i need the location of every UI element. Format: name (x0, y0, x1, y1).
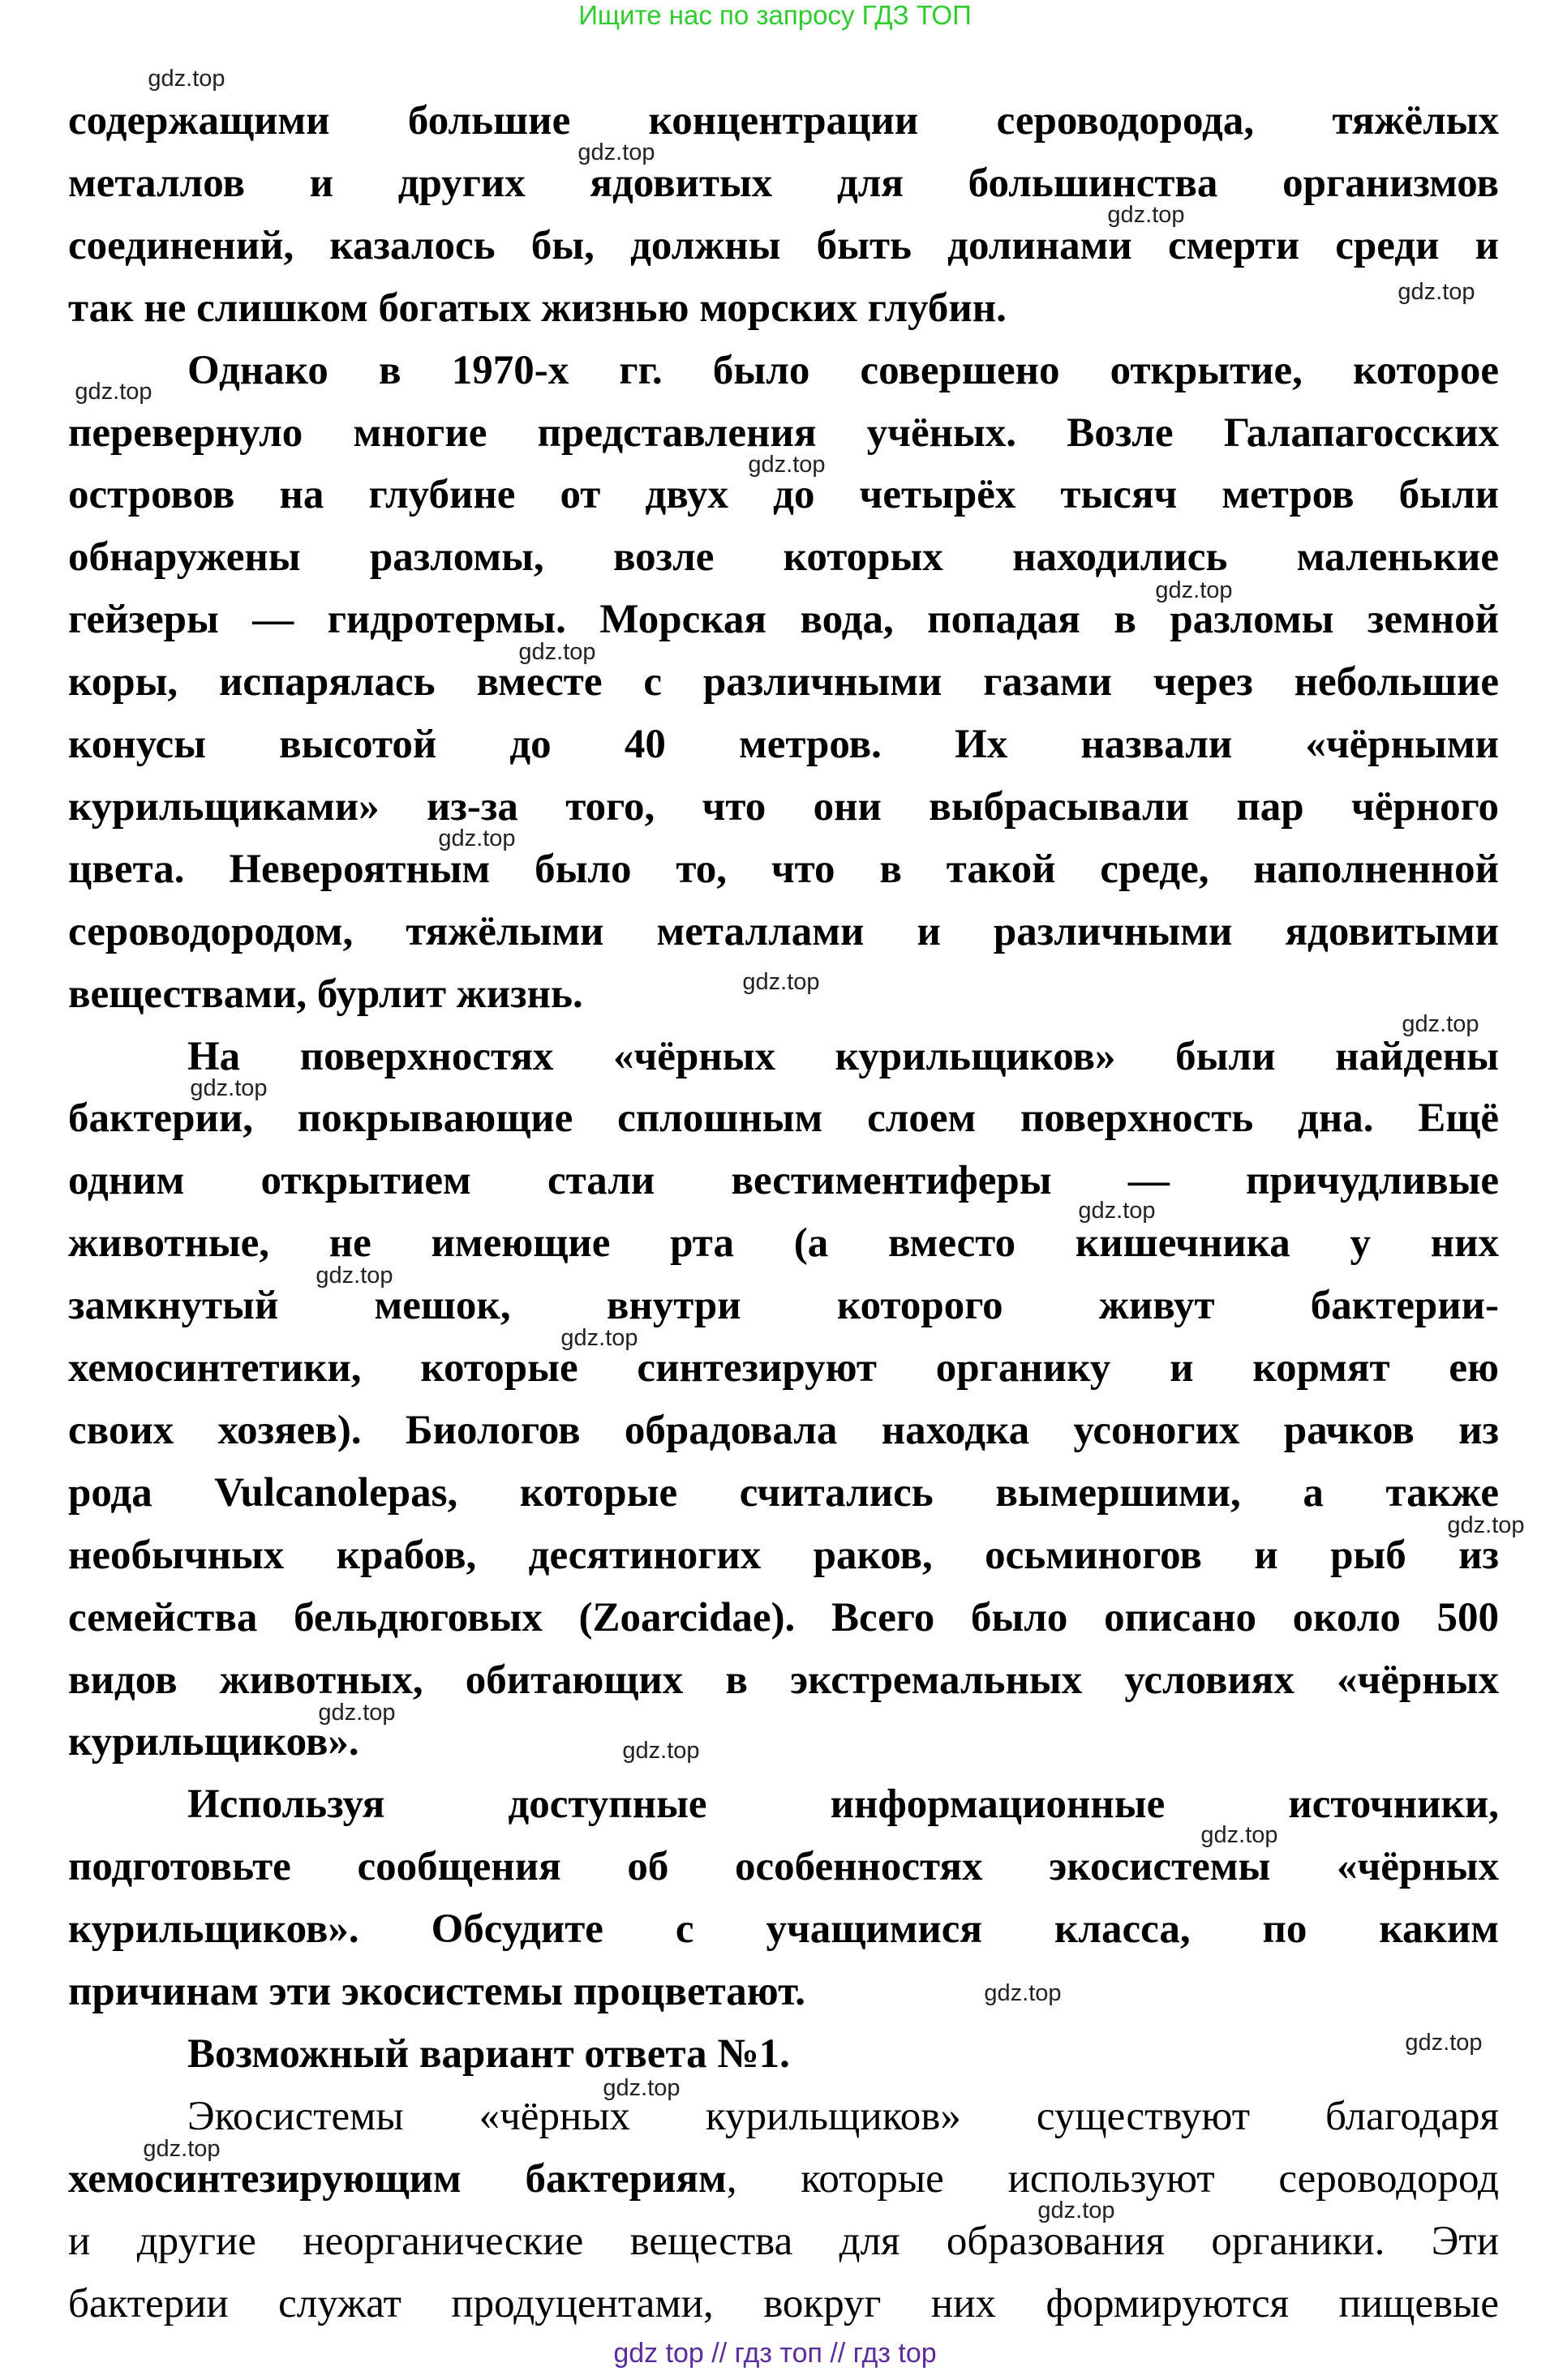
text-line: Возможный вариант ответа №1. (187, 2031, 790, 2077)
text-line: Однако в 1970-х гг. было совершено открытие, которое (187, 347, 1499, 393)
watermark: gdz.top (622, 1738, 700, 1764)
text-line: островов на глубине от двух до четырёх тысяч метров были (68, 472, 1499, 518)
text-segment: , которые используют сероводород (726, 2155, 1499, 2202)
watermark: gdz.top (1037, 2198, 1115, 2223)
text-line: необычных крабов, десятиногих раков, осьминогов и рыб из (68, 1532, 1499, 1578)
text-line: и другие неорганические вещества для образования органики. Эти (68, 2218, 1499, 2264)
watermark: gdz.top (1402, 1011, 1479, 1037)
text-line: своих хозяев). Биологов обрадовала находка усоногих рачков из (68, 1407, 1499, 1453)
text-line: так не слишком богатых жизнью морских глубин. (68, 285, 1007, 331)
watermark: gdz.top (1155, 577, 1233, 603)
text-line: животные, не имеющие рта (а вместо кишечника у них (68, 1220, 1499, 1267)
text-line: соединений, казалось бы, должны быть долинами смерти среди и (68, 222, 1499, 268)
watermark: gdz.top (148, 66, 225, 92)
text-line: бактерии служат продуцентами, вокруг них формируются пищевые (68, 2280, 1499, 2326)
text-line: одним открытием стали вестиментиферы — причудливые (68, 1158, 1499, 1204)
footer-link[interactable]: gdz top // гдз топ // гдз top (613, 2338, 937, 2369)
watermark: gdz.top (1447, 1512, 1525, 1538)
text-line: курильщиков». (68, 1719, 359, 1765)
text-line: курильщиков». Обсудите с учащимися класса, по каким (68, 1906, 1499, 1953)
text-line: цвета. Невероятным было то, что в такой среде, наполненной (68, 846, 1499, 892)
text-line: веществами, бурлит жизнь. (68, 971, 583, 1017)
bold-term: хемосинтезирующим бактериям (68, 2155, 727, 2202)
text-line: коры, испарялась вместе с различными газами через небольшие (68, 659, 1499, 705)
watermark: gdz.top (1405, 2030, 1483, 2056)
watermark: gdz.top (1398, 279, 1475, 305)
watermark: gdz.top (748, 452, 826, 478)
watermark: gdz.top (984, 1980, 1062, 2006)
watermark: gdz.top (75, 379, 152, 405)
text-line: курильщиками» из-за того, что они выбрасывали пар чёрного (68, 783, 1499, 830)
text-line: металлов и других ядовитых для большинства организмов (68, 160, 1499, 206)
text-line: видов животных, обитающих в экстремальных условиях «чёрных (68, 1657, 1499, 1703)
text-line: семейства бельдюговых (Zoarcidae). Всего было описано около 500 (68, 1594, 1499, 1640)
text-line (68, 2155, 1499, 2203)
text-line: бактерии, покрывающие сплошным слоем поверхность дна. Ещё (68, 1096, 1499, 1142)
watermark: gdz.top (603, 2075, 681, 2101)
watermark: gdz.top (143, 2136, 221, 2162)
watermark: gdz.top (1078, 1198, 1156, 1224)
watermark: gdz.top (318, 1700, 396, 1726)
watermark: gdz.top (560, 1325, 638, 1351)
watermark: gdz.top (1107, 202, 1185, 228)
watermark: gdz.top (518, 639, 596, 665)
watermark: gdz.top (190, 1075, 268, 1101)
text-line: гейзеры — гидротермы. Морская вода, попадая в разломы земной (68, 597, 1499, 643)
watermark: gdz.top (316, 1263, 393, 1289)
text-line: На поверхностях «чёрных курильщиков» были найдены (187, 1033, 1499, 1079)
text-line: перевернуло многие представления учёных. Возле Галапагосских (68, 410, 1499, 456)
text-line: подготовьте сообщения об особенностях экосистемы «чёрных (68, 1844, 1499, 1890)
text-line: замкнутый мешок, внутри которого живут бактерии- (68, 1283, 1499, 1329)
search-banner[interactable]: Ищите нас по запросу ГДЗ ТОП (578, 0, 972, 30)
watermark: gdz.top (438, 825, 516, 851)
text-line: содержащими большие концентрации сероводорода, тяжёлых (68, 98, 1499, 144)
watermark: gdz.top (742, 969, 820, 995)
text-line: Экосистемы «чёрных курильщиков» существуют благодаря (187, 2093, 1499, 2139)
text-line: конусы высотой до 40 метров. Их назвали «чёрными (68, 722, 1499, 767)
text-line: рода Vulcanolepas, которые считались вымершими, а также (68, 1469, 1499, 1516)
watermark: gdz.top (1200, 1822, 1278, 1848)
text-line: Используя доступные информационные источники, (187, 1782, 1499, 1828)
text-line: хемосинтетики, которые синтезируют органику и кормят ею (68, 1345, 1499, 1391)
watermark: gdz.top (577, 139, 655, 165)
text-line: обнаружены разломы, возле которых находились маленькие (68, 534, 1499, 581)
text-line: сероводородом, тяжёлыми металлами и различными ядовитыми (68, 908, 1499, 954)
text-line: причинам эти экосистемы процветают. (68, 1969, 806, 2014)
